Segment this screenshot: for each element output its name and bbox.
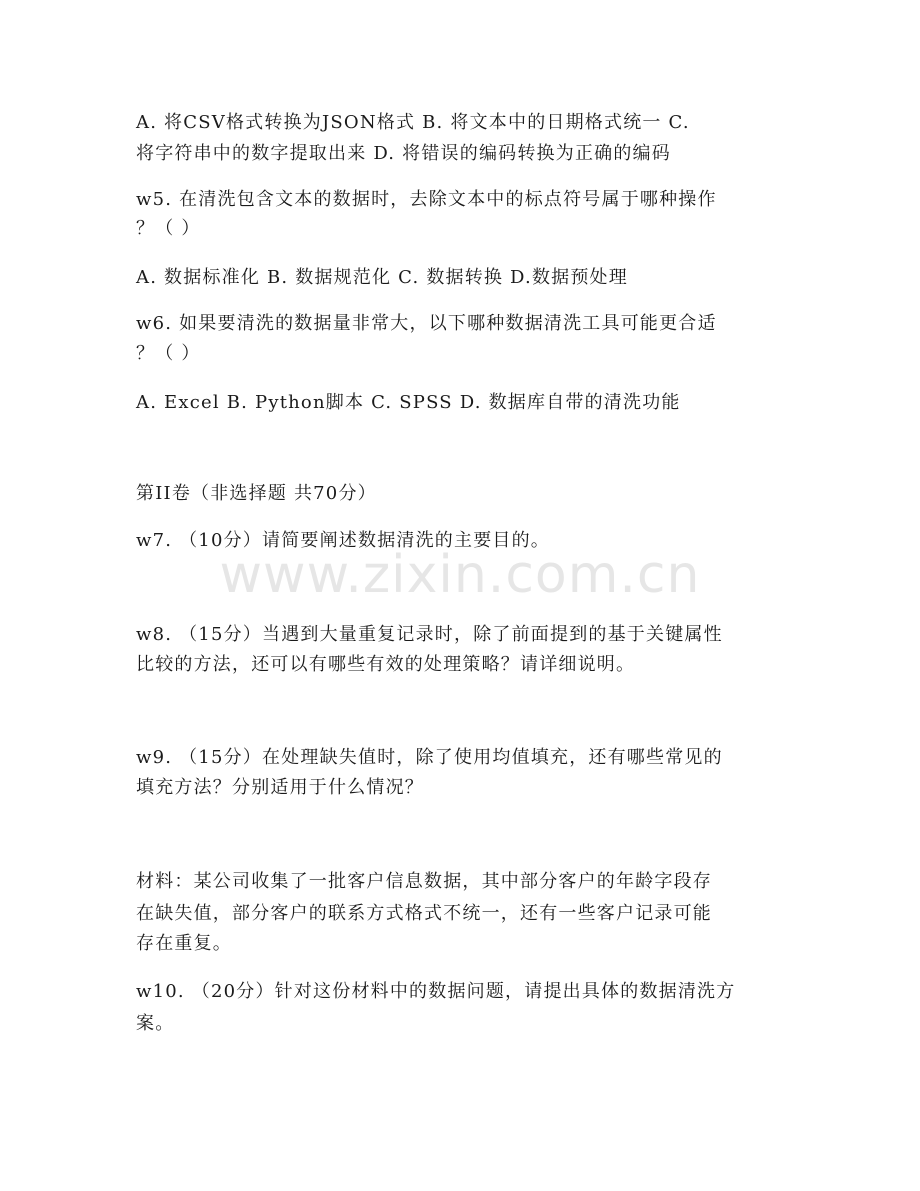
material-line-3: 存在重复。 — [136, 933, 232, 954]
q8-stem-line-1: w8. （15分）当遇到大量重复记录时，除了前面提到的基于关键属性 — [136, 624, 723, 645]
q7-stem: w7. （10分）请简要阐述数据清洗的主要目的。 — [136, 530, 551, 551]
q10-stem-line-1: w10. （20分）针对这份材料中的数据问题，请提出具体的数据清洗方 — [136, 981, 736, 1002]
q8-stem-line-2: 比较的方法，还可以有哪些有效的处理策略？请详细说明。 — [136, 654, 636, 675]
q6-stem-line-1: w6. 如果要清洗的数据量非常大，以下哪种数据清洗工具可能更合适 — [136, 313, 717, 334]
q6-options: A. Excel B. Python脚本 C. SPSS D. 数据库自带的清洗功能 — [136, 392, 681, 413]
q9-stem-line-2: 填充方法？分别适用于什么情况？ — [136, 777, 424, 798]
q10-stem-line-2: 案。 — [136, 1013, 175, 1034]
q9-stem-line-1: w9. （15分）在处理缺失值时，除了使用均值填充，还有哪些常见的 — [136, 747, 723, 768]
q5-stem-line-2: ？（ ） — [136, 218, 201, 239]
material-line-1: 材料：某公司收集了一批客户信息数据，其中部分客户的年龄字段存 — [136, 871, 712, 892]
watermark: www.zixin.com.cn — [219, 545, 701, 605]
q5-stem-line-1: w5. 在清洗包含文本的数据时，去除文本中的标点符号属于哪种操作 — [136, 189, 717, 210]
material-line-2: 在缺失值，部分客户的联系方式格式不统一，还有一些客户记录可能 — [136, 903, 712, 924]
q6-stem-line-2: ？（ ） — [136, 343, 201, 364]
section-heading: 第II卷（非选择题 共70分） — [136, 483, 377, 504]
q5-options: A. 数据标准化 B. 数据规范化 C. 数据转换 D.数据预处理 — [136, 267, 628, 288]
q4-options-line-1: A. 将CSV格式转换为JSON格式 B. 将文本中的日期格式统一 C. — [136, 112, 690, 133]
q4-options-line-2: 将字符串中的数字提取出来 D. 将错误的编码转换为正确的编码 — [136, 143, 671, 164]
